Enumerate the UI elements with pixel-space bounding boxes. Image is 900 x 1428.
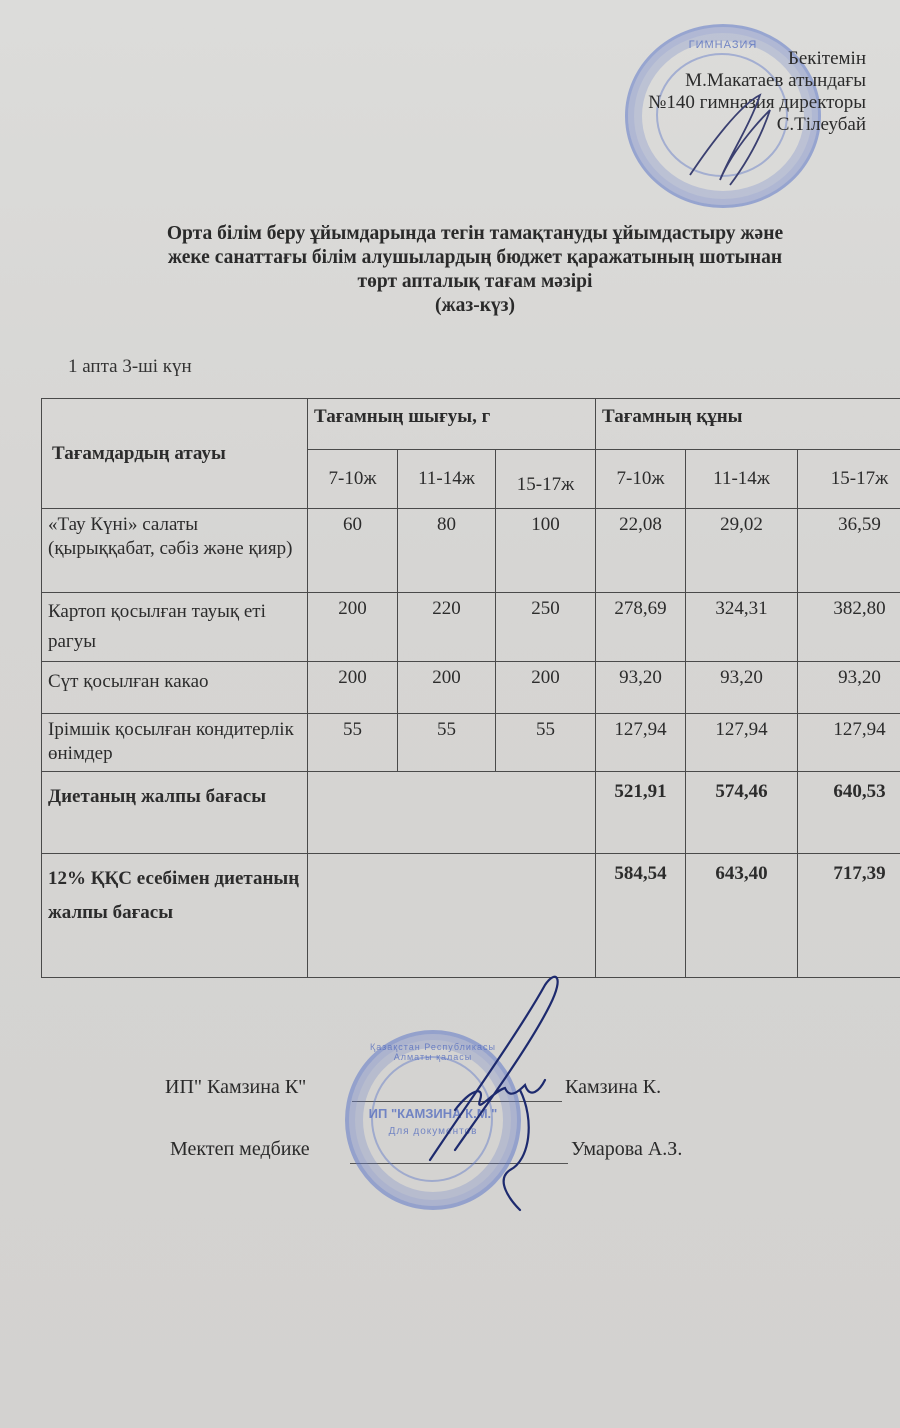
title-line: жеке санаттағы білім алушылардың бюджет қаражатының шотынан xyxy=(167,247,783,268)
stamp-sub-text: Для документов xyxy=(388,1126,478,1137)
dish-name: Ірімшік қосылған кондитерлік өнімдер xyxy=(42,714,308,772)
signature-role: ИП" Камзина К" xyxy=(165,1076,307,1098)
cost-cell: 29,02 xyxy=(686,509,798,593)
approval-stamp-text: ГИМНАЗИЯ xyxy=(688,39,758,51)
yield-cell: 100 xyxy=(496,509,596,593)
dish-name: Сүт қосылған какао xyxy=(42,662,308,714)
total-cost-cell: 640,53 xyxy=(798,772,900,854)
cost-cell: 382,80 xyxy=(798,593,900,662)
total-vat-label: 12% ҚҚС есебімен диетаның жалпы бағасы xyxy=(42,854,308,978)
yield-cell: 55 xyxy=(398,714,496,772)
stamp-center-text: ИП "КАМЗИНА К.М." xyxy=(368,1106,498,1121)
header-yield-age: 7-10ж xyxy=(308,450,398,509)
title-line: (жаз-күз) xyxy=(434,295,516,316)
yield-cell: 55 xyxy=(496,714,596,772)
total-vat-row xyxy=(42,854,900,978)
yield-cell: 250 xyxy=(496,593,596,662)
yield-cell: 200 xyxy=(308,593,398,662)
yield-cell: 220 xyxy=(398,593,496,662)
table-row xyxy=(42,714,900,772)
signature-name: Умарова А.З. xyxy=(571,1138,683,1160)
cost-cell: 93,20 xyxy=(798,662,900,714)
title-line: Орта білім беру ұйымдарында тегін тамақтануды ұйымдастыру және xyxy=(166,223,784,244)
menu-table xyxy=(41,398,900,978)
yield-cell: 200 xyxy=(308,662,398,714)
document-title xyxy=(60,222,890,318)
signature-role: Мектеп медбике xyxy=(170,1138,310,1160)
yield-cell: 200 xyxy=(398,662,496,714)
header-cost-group: Тағамның құны xyxy=(596,399,900,450)
table-row xyxy=(42,662,900,714)
signature-row-nurse xyxy=(170,1138,310,1161)
total-cost-cell: 521,91 xyxy=(596,772,686,854)
yield-cell: 60 xyxy=(308,509,398,593)
signature-row-entrepreneur xyxy=(165,1076,306,1099)
cost-cell: 278,69 xyxy=(596,593,686,662)
table-header-row xyxy=(42,399,900,450)
total-row xyxy=(42,772,900,854)
approval-line: №140 гимназия директоры xyxy=(648,92,866,113)
stamp-outer-text: Қазақстан Республикасы Алматы қаласы xyxy=(370,1042,496,1062)
cost-cell: 22,08 xyxy=(596,509,686,593)
director-signature xyxy=(670,85,790,195)
cost-cell: 127,94 xyxy=(596,714,686,772)
yield-cell: 200 xyxy=(496,662,596,714)
header-yield-group: Тағамның шығуы, г xyxy=(308,399,596,450)
approval-line: С.Тілеубай xyxy=(776,114,866,135)
total-vat-cost-cell: 717,39 xyxy=(798,854,900,978)
cost-cell: 93,20 xyxy=(686,662,798,714)
dish-name: Картоп қосылған тауық еті рагуы xyxy=(42,593,308,662)
dish-name: «Тау Күні» салаты (қырыққабат, сәбіз және қияр) xyxy=(42,509,308,593)
header-cost-age: 11-14ж xyxy=(686,450,798,509)
cost-cell: 127,94 xyxy=(798,714,900,772)
cost-cell: 127,94 xyxy=(686,714,798,772)
total-label: Диетаның жалпы бағасы xyxy=(42,772,308,854)
yield-cell: 55 xyxy=(308,714,398,772)
header-cost-age: 7-10ж xyxy=(596,450,686,509)
total-cost-cell: 574,46 xyxy=(686,772,798,854)
title-line: төрт апталық тағам мәзірі xyxy=(357,271,593,292)
header-dish-name: Тағамдардың атауы xyxy=(42,399,308,509)
total-vat-empty-cell xyxy=(308,854,596,978)
cost-cell: 93,20 xyxy=(596,662,686,714)
header-yield-age: 15-17ж xyxy=(496,450,596,509)
day-label: 1 апта 3-ші күн xyxy=(68,356,192,377)
total-vat-cost-cell: 584,54 xyxy=(596,854,686,978)
yield-cell: 80 xyxy=(398,509,496,593)
approval-line: М.Макатаев атындағы xyxy=(685,70,866,91)
handwritten-signature xyxy=(360,960,620,1220)
approval-line: Бекітемін xyxy=(787,48,866,69)
header-cost-age: 15-17ж xyxy=(798,450,900,509)
total-vat-cost-cell: 643,40 xyxy=(686,854,798,978)
cost-cell: 324,31 xyxy=(686,593,798,662)
table-row xyxy=(42,593,900,662)
table-row xyxy=(42,509,900,593)
signature-name: Камзина К. xyxy=(565,1076,662,1098)
cost-cell: 36,59 xyxy=(798,509,900,593)
total-empty-cell xyxy=(308,772,596,854)
header-yield-age: 11-14ж xyxy=(398,450,496,509)
